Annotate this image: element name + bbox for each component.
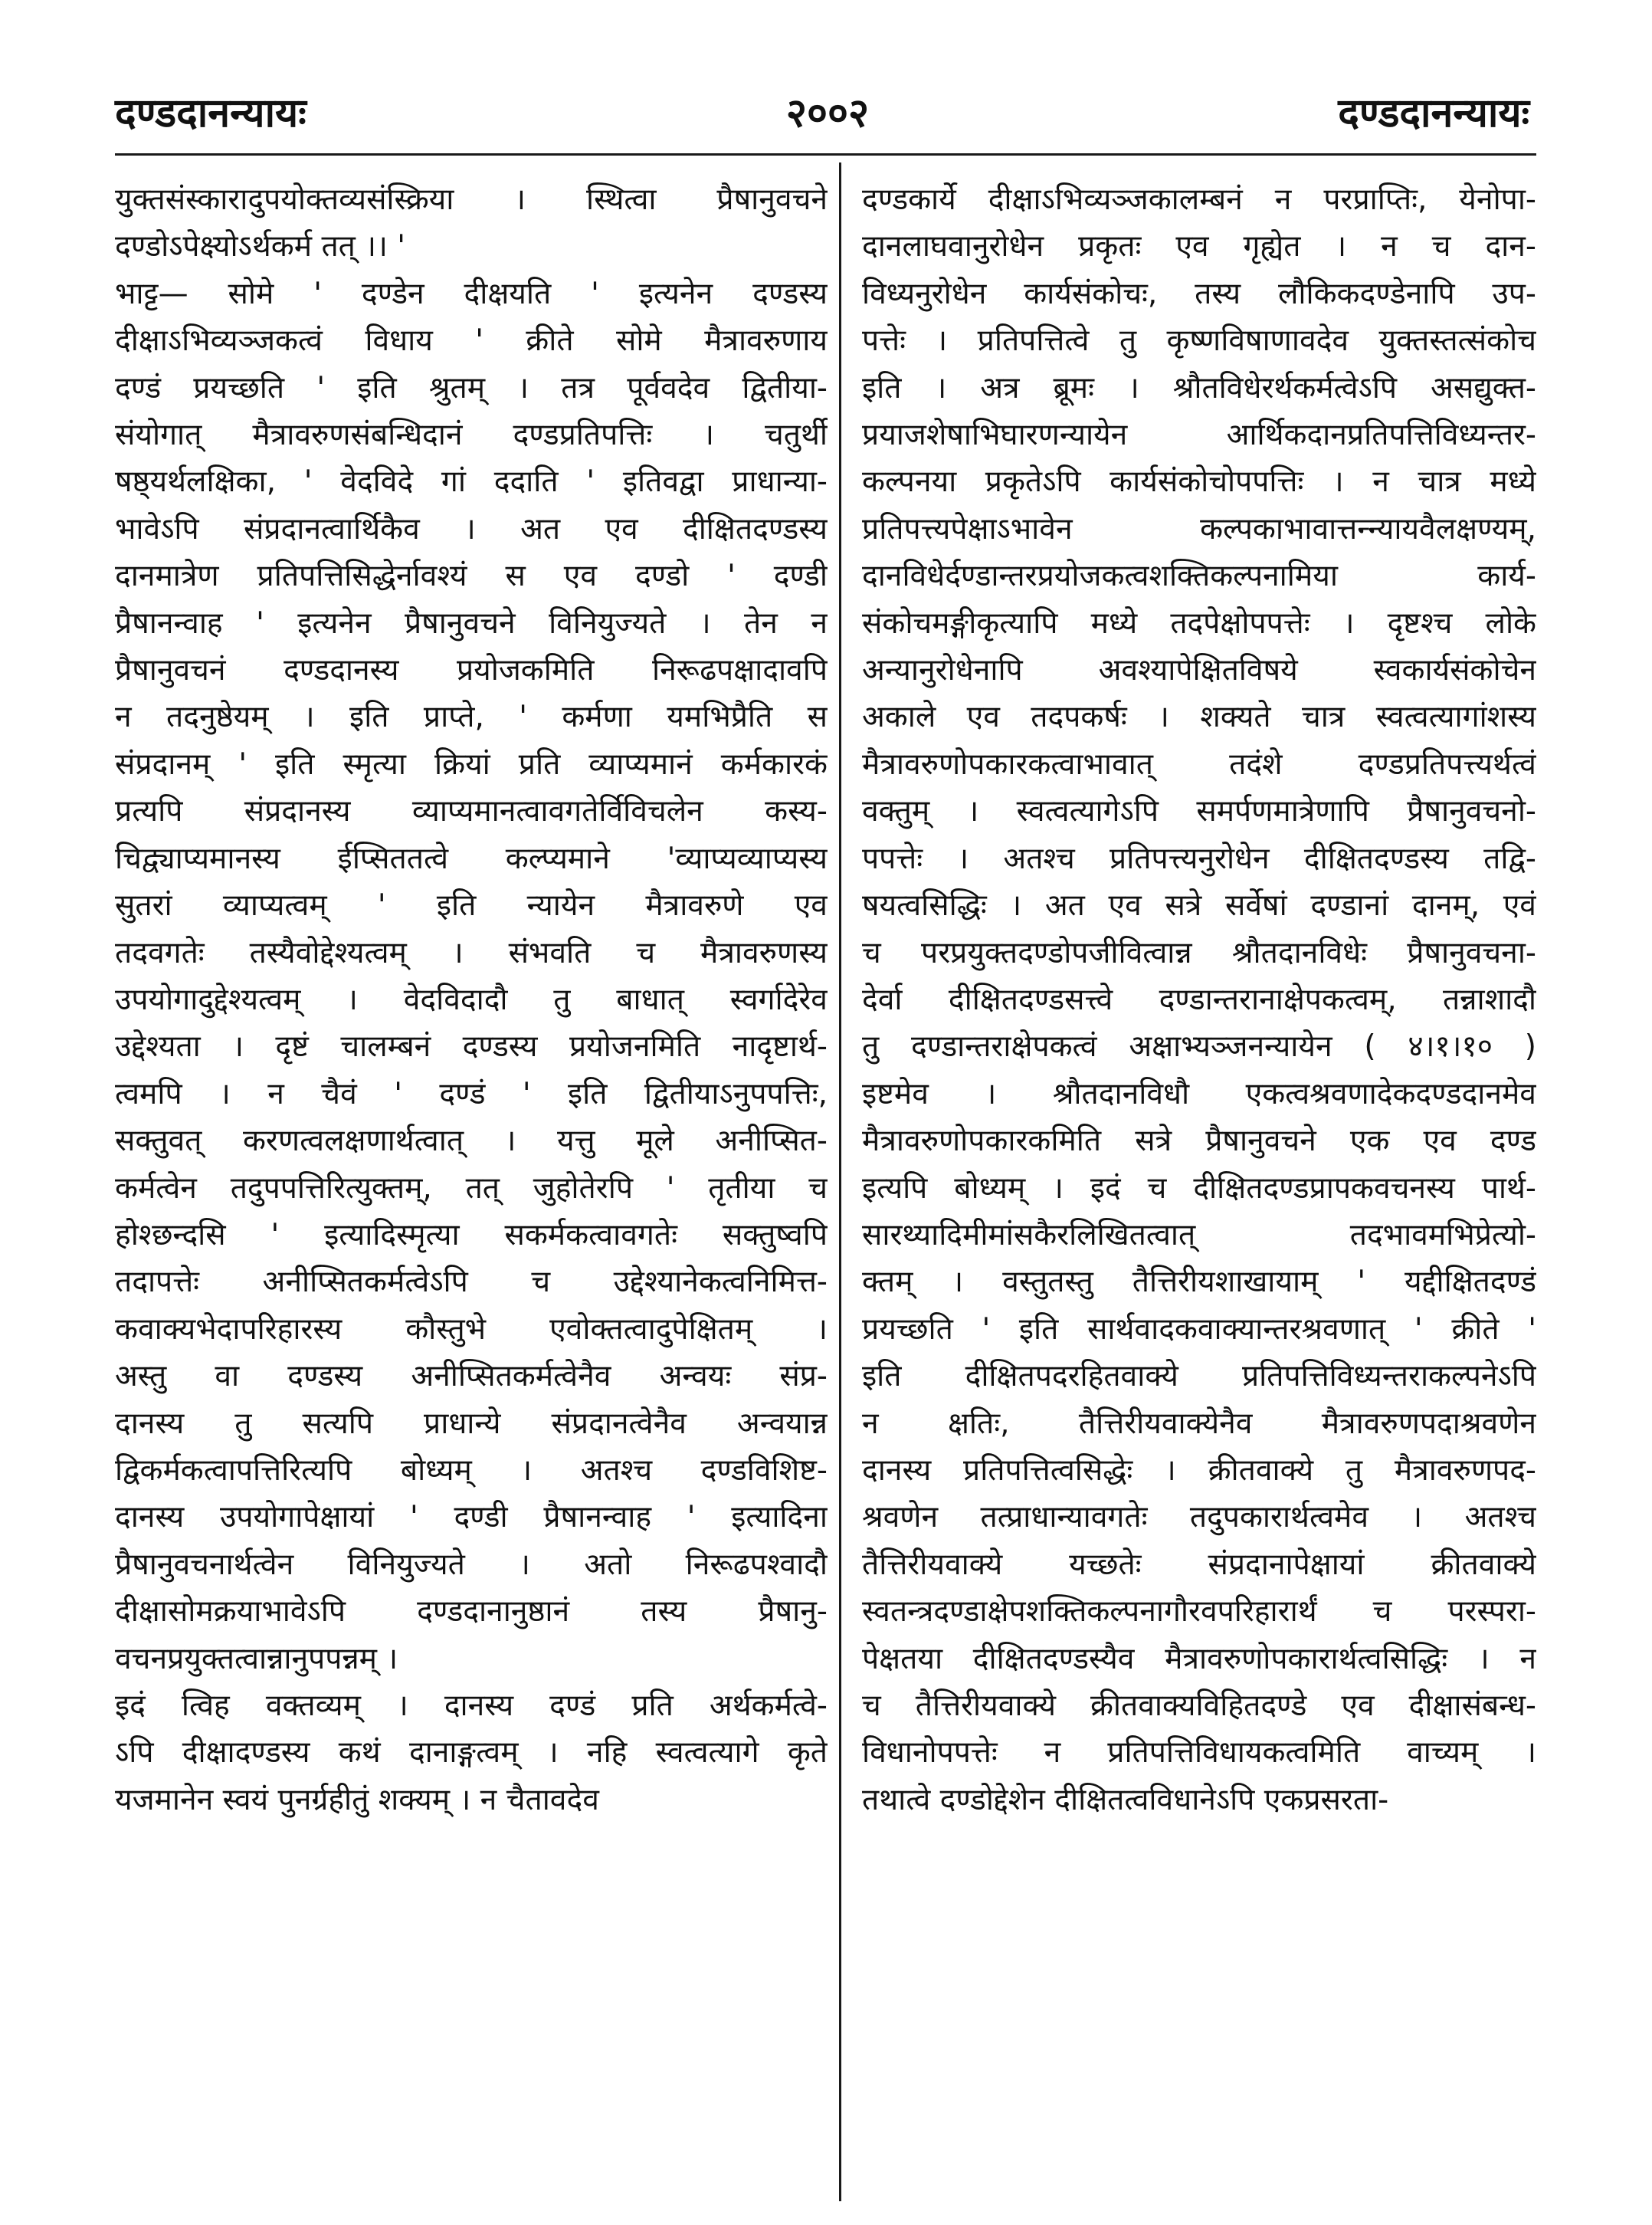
page-number: २००२ (785, 90, 870, 136)
text-line: दण्डकार्ये दीक्षाऽभिव्यञ्जकालम्बनं न परप्राप्तिः, येनोपा- (862, 182, 1536, 217)
text-line: विधानोपपत्तेः न प्रतिपत्तिविधायकत्वमिति वाच्यम् । (862, 1735, 1536, 1770)
text-line: सुतरां व्याप्यत्वम् ' इति न्यायेन मैत्रावरुणे एव (115, 888, 828, 924)
text-line: भावेऽपि संप्रदानत्वार्थिकैव । अत एव दीक्षितदण्डस्य (115, 511, 828, 546)
text-line: दीक्षाऽभिव्यञ्जकत्वं विधाय ' क्रीते सोमे मैत्रावरुणाय (115, 323, 828, 359)
text-line: सक्तुवत् करणत्वलक्षणार्थत्वात् । यत्तु मूले अनीप्सित- (115, 1124, 828, 1159)
text-line: त्वमपि । न चैवं ' दण्डं ' इति द्वितीयाऽनुपपत्तिः, (115, 1076, 828, 1111)
text-line: उद्देश्यता । दृष्टं चालम्बनं दण्डस्य प्रयोजनमिति नादृष्टार्थ- (115, 1029, 828, 1065)
text-line: न तदनुष्ठेयम् । इति प्राप्ते, ' कर्मणा यमभिप्रैति स (115, 700, 828, 735)
text-line: पपत्तेः । अतश्च प्रतिपत्त्यनुरोधेन दीक्षितदण्डस्य तद्वि- (862, 841, 1536, 876)
text-line: उपयोगादुद्देश्यत्वम् । वेदविदादौ तु बाधात् स्वर्गादेरेव (115, 982, 828, 1017)
text-line: प्रयच्छति ' इति सार्थवादकवाक्यान्तरश्रवणात् ' क्रीते ' (862, 1311, 1536, 1347)
text-line: कर्मत्वेन तदुपपत्तिरित्युक्तम्, तत् जुहोतेरपि ' तृतीया च (115, 1170, 828, 1206)
text-line: अकाले एव तदपकर्षः । शक्यते चात्र स्वत्वत्यागांशस्य (862, 700, 1536, 735)
text-line: मैत्रावरुणोपकारकमिति सत्रे प्रैषानुवचने एक एव दण्ड (862, 1124, 1536, 1159)
text-line: षष्ठ्यर्थलक्षिका, ' वेदविदे गां ददाति ' इतिवद्वा प्राधान्या- (115, 464, 828, 500)
text-line: दानविधेर्दण्डान्तरप्रयोजकत्वशक्तिकल्पनामिया कार्य- (862, 559, 1536, 594)
text-line: वचनप्रयुक्तत्वान्नानुपपन्नम् । (115, 1641, 398, 1676)
header-rule (115, 153, 1536, 156)
text-line: संयोगात् मैत्रावरुणसंबन्धिदानं दण्डप्रतिपत्तिः । चतुर्थी (115, 418, 828, 453)
text-line: वक्तुम् । स्वत्वत्यागेऽपि समर्पणमात्रेणापि प्रैषानुवचनो- (862, 794, 1536, 829)
right-column (862, 176, 1536, 2207)
text-line: पत्तेः । प्रतिपत्तित्वे तु कृष्णविषाणावदेव युक्तस्तत्संकोच (862, 323, 1536, 359)
text-line: क्तम् । वस्तुतस्तु तैत्तिरीयशाखायाम् ' यद्दीक्षितदण्डं (862, 1265, 1536, 1300)
text-line: पेक्षतया दीक्षितदण्डस्यैव मैत्रावरुणोपकारार्थत्वसिद्धिः । न (862, 1641, 1536, 1676)
text-line: श्रवणेन तत्प्राधान्यावगतेः तदुपकारार्थत्वमेव । अतश्च (862, 1500, 1536, 1535)
text-line: कवाक्यभेदापरिहारस्य कौस्तुभे एवोक्तत्वादुपेक्षितम् । (115, 1311, 828, 1347)
text-line: ऽपि दीक्षादण्डस्य कथं दानाङ्गत्वम् । नहि स्वत्वत्यागे कृते (115, 1735, 828, 1770)
text-line: दानमात्रेण प्रतिपत्तिसिद्धेर्नावश्यं स एव दण्डो ' दण्डी (115, 559, 828, 594)
text-line: द्विकर्मकत्वापत्तिरित्यपि बोध्यम् । अतश्च दण्डविशिष्ट- (115, 1452, 828, 1488)
text-line: प्रत्यपि संप्रदानस्य व्याप्यमानत्वावगतेर्विविचलेन कस्य- (115, 794, 828, 829)
text-line: तथात्वे दण्डोद्देशेन दीक्षितत्वविधानेऽपि एकप्रसरता- (862, 1782, 1389, 1817)
text-line: युक्तसंस्कारादुपयोक्तव्यसंस्क्रिया । स्थित्वा प्रैषानुवचने (115, 182, 828, 217)
text-line: दण्डं प्रयच्छति ' इति श्रुतम् । तत्र पूर्ववदेव द्वितीया- (115, 370, 828, 405)
text-line: भाट्ट— सोमे ' दण्डेन दीक्षयति ' इत्यनेन दण्डस्य (115, 276, 828, 311)
text-line: प्रैषानुवचनं दण्डदानस्य प्रयोजकमिति निरूढपक्षादावपि (115, 653, 828, 688)
text-line: दानलाघवानुरोधेन प्रकृतः एव गृह्येत । न च दान- (862, 229, 1536, 264)
text-line: तदापत्तेः अनीप्सितकर्मत्वेऽपि च उद्देश्यानेकत्वनिमित्त- (115, 1265, 828, 1300)
text-line: दानस्य प्रतिपत्तित्वसिद्धेः । क्रीतवाक्ये तु मैत्रावरुणपद- (862, 1452, 1536, 1488)
text-line: मैत्रावरुणोपकारकत्वाभावात् तदंशे दण्डप्रतिपत्त्यर्थत्वं (862, 747, 1536, 782)
text-line: दानस्य तु सत्यपि प्राधान्ये संप्रदानत्वेनैव अन्वयान्न (115, 1406, 828, 1441)
text-line: देर्वा दीक्षितदण्डसत्त्वे दण्डान्तरानाक्षेपकत्वम्, तन्नाशादौ (862, 982, 1536, 1017)
text-line: च तैत्तिरीयवाक्ये क्रीतवाक्यविहितदण्डे एव दीक्षासंबन्ध- (862, 1688, 1536, 1723)
text-line: दीक्षासोमक्रयाभावेऽपि दण्डदानानुष्ठानं तस्य प्रैषानु- (115, 1594, 828, 1629)
text-line: सारथ्यादिमीमांसकैरलिखितत्वात् तदभावमभिप्रेत्यो- (862, 1217, 1536, 1252)
text-line: न क्षतिः, तैत्तिरीयवाक्येनैव मैत्रावरुणपदाश्रवणेन (862, 1406, 1536, 1441)
text-line: षयत्वसिद्धिः । अत एव सत्रे सर्वेषां दण्डानां दानम्, एवं (862, 888, 1536, 924)
text-line: प्रैषानुवचनार्थत्वेन विनियुज्यते । अतो निरूढपश्वादौ (115, 1547, 828, 1582)
text-line: कल्पनया प्रकृतेऽपि कार्यसंकोचोपपत्तिः । न चात्र मध्ये (862, 464, 1536, 500)
text-line: स्वतन्त्रदण्डाक्षेपशक्तिकल्पनागौरवपरिहारार्थं च परस्परा- (862, 1594, 1536, 1629)
text-line: चिद्व्याप्यमानस्य ईप्सिततत्वे कल्प्यमाने 'व्याप्यव्याप्यस्य (115, 841, 828, 876)
text-line: इत्यपि बोध्यम् । इदं च दीक्षितदण्डप्रापकवचनस्य पार्थ- (862, 1170, 1536, 1206)
text-line: होश्छन्दसि ' इत्यादिस्मृत्या सकर्मकत्वावगतेः सक्तुष्वपि (115, 1217, 828, 1252)
column-divider (839, 162, 841, 2201)
text-line: च परप्रयुक्तदण्डोपजीवित्वान्न श्रौतदानविधेः प्रैषानुवचना- (862, 935, 1536, 970)
text-line: संकोचमङ्गीकृत्यापि मध्ये तदपेक्षोपपत्तेः । दृष्टश्च लोके (862, 605, 1536, 641)
text-line: संप्रदानम् ' इति स्मृत्या क्रियां प्रति व्याप्यमानं कर्मकारकं (115, 747, 828, 782)
running-header-left: दण्डदानन्यायः (115, 90, 306, 136)
text-line: प्रैषानन्वाह ' इत्यनेन प्रैषानुवचने विनियुज्यते । तेन न (115, 605, 828, 641)
left-column (115, 176, 828, 2207)
text-line: तदवगतेः तस्यैवोद्देश्यत्वम् । संभवति च मैत्रावरुणस्य (115, 935, 828, 970)
text-line: यजमानेन स्वयं पुनर्ग्रहीतुं शक्यम् । न चैतावदेव (115, 1782, 599, 1817)
text-line: इष्टमेव । श्रौतदानविधौ एकत्वश्रवणादेकदण्डदानमेव (862, 1076, 1536, 1111)
running-header-right: दण्डदानन्यायः (1338, 90, 1529, 136)
text-line: दानस्य उपयोगापेक्षायां ' दण्डी प्रैषानन्वाह ' इत्यादिना (115, 1500, 828, 1535)
text-line: विध्यनुरोधेन कार्यसंकोचः, तस्य लौकिकदण्डेनापि उप- (862, 276, 1536, 311)
text-line: प्रयाजशेषाभिघारणन्यायेन आर्थिकदानप्रतिपत्तिविध्यन्तर- (862, 418, 1536, 453)
text-line: इति । अत्र ब्रूमः । श्रौतविधेरर्थकर्मत्वेऽपि असद्युक्त- (862, 370, 1536, 405)
text-line: तैत्तिरीयवाक्ये यच्छतेः संप्रदानापेक्षायां क्रीतवाक्ये (862, 1547, 1536, 1582)
text-line: इदं त्विह वक्तव्यम् । दानस्य दण्डं प्रति अर्थकर्मत्वे- (115, 1688, 828, 1723)
text-line: तु दण्डान्तराक्षेपकत्वं अक्षाभ्यञ्जनन्यायेन ( ४।१।१० ) (862, 1029, 1536, 1065)
text-line: इति दीक्षितपदरहितवाक्ये प्रतिपत्तिविध्यन्तराकल्पनेऽपि (862, 1359, 1536, 1394)
text-line: दण्डोऽपेक्ष्योऽर्थकर्म तत् ।। ' (115, 229, 405, 264)
text-line: अस्तु वा दण्डस्य अनीप्सितकर्मत्वेनैव अन्वयः संप्र- (115, 1359, 828, 1394)
text-line: प्रतिपत्त्यपेक्षाऽभावेन कल्पकाभावात्तन्न्यायवैलक्षण्यम्, (862, 511, 1536, 546)
text-line: अन्यानुरोधेनापि अवश्यापेक्षितविषये स्वकार्यसंकोचेन (862, 653, 1536, 688)
